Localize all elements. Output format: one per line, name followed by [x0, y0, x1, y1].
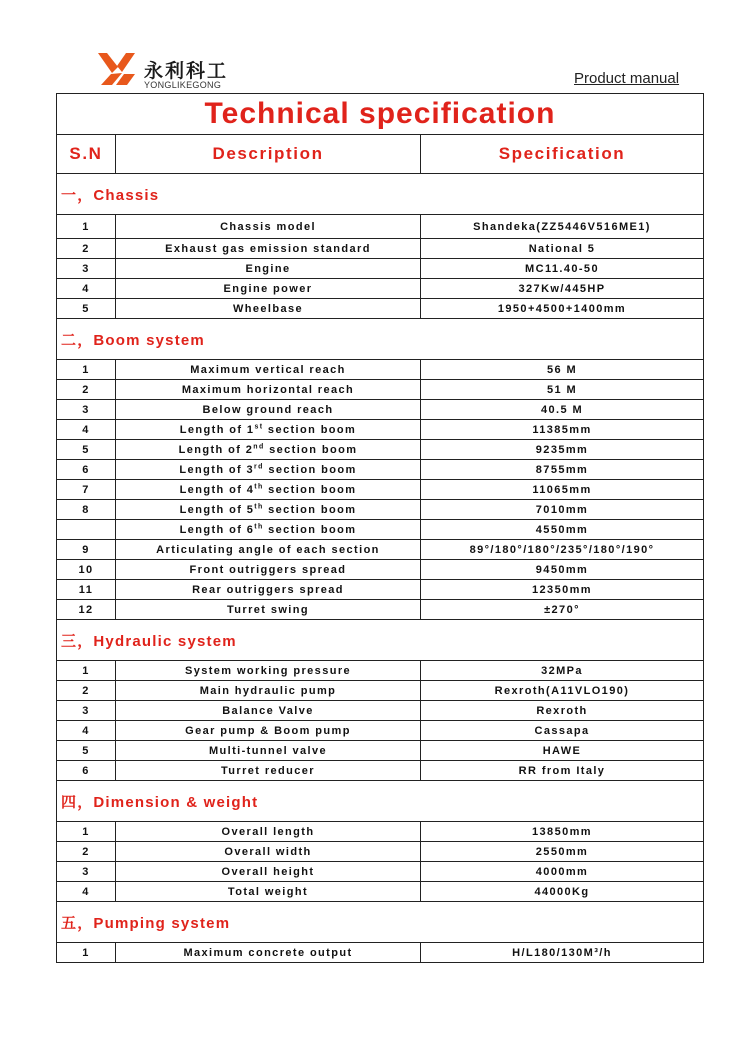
- row-sn: 3: [57, 259, 116, 279]
- table-row: [57, 520, 704, 540]
- table-row: [57, 661, 704, 681]
- row-description: Front outriggers spread: [116, 560, 421, 580]
- row-specification: 9235mm: [421, 440, 704, 460]
- row-specification: RR from Italy: [421, 761, 704, 781]
- ordinal-suffix: st: [254, 422, 264, 430]
- ordinal-suffix: nd: [253, 442, 265, 450]
- product-manual-label: Product manual: [574, 70, 680, 87]
- row-description: Engine: [116, 259, 421, 279]
- row-sn: 4: [57, 279, 116, 299]
- row-description: [116, 460, 421, 480]
- row-specification: HAWE: [421, 741, 704, 761]
- table-row: [57, 279, 704, 299]
- row-description: [116, 520, 421, 540]
- row-specification: Rexroth(A11VLO190): [421, 681, 704, 701]
- row-specification: 40.5 M: [421, 400, 704, 420]
- description-text: section boom: [264, 443, 358, 456]
- row-specification: 89°/180°/180°/235°/180°/190°: [421, 540, 704, 560]
- row-sn: 5: [57, 299, 116, 319]
- spec-sheet: [56, 93, 703, 963]
- table-row: [57, 299, 704, 319]
- table-row: [57, 701, 704, 721]
- page-header: [0, 0, 750, 92]
- description-text: section boom: [263, 523, 357, 536]
- page-title: Technical specification: [57, 94, 704, 135]
- row-sn: 1: [57, 943, 116, 963]
- description-text: Length of 2: [178, 443, 254, 456]
- row-description: Maximum horizontal reach: [116, 380, 421, 400]
- table-row: [57, 560, 704, 580]
- section-heading-hydraulic-system: 三，Hydraulic system: [57, 620, 704, 661]
- row-specification: Cassapa: [421, 721, 704, 741]
- row-sn: 2: [57, 681, 116, 701]
- row-specification: 51 M: [421, 380, 704, 400]
- description-text: section boom: [263, 463, 357, 476]
- description-text: section boom: [263, 423, 357, 436]
- table-row: [57, 500, 704, 520]
- row-description: Maximum vertical reach: [116, 360, 421, 380]
- row-sn: 6: [57, 460, 116, 480]
- description-text: Length of 1: [179, 423, 255, 436]
- row-sn: 6: [57, 761, 116, 781]
- row-specification: 44000Kg: [421, 882, 704, 902]
- row-specification: 9450mm: [421, 560, 704, 580]
- table-row: [57, 215, 704, 239]
- row-description: Engine power: [116, 279, 421, 299]
- row-specification: 32MPa: [421, 661, 704, 681]
- column-header-specification: Specification: [421, 135, 704, 174]
- table-row: [57, 420, 704, 440]
- table-row: [57, 360, 704, 380]
- ordinal-suffix: th: [254, 502, 264, 510]
- row-specification: National 5: [421, 239, 704, 259]
- row-description: [116, 480, 421, 500]
- row-description: Multi-tunnel valve: [116, 741, 421, 761]
- ordinal-suffix: rd: [254, 462, 264, 470]
- table-row: [57, 259, 704, 279]
- section-heading-pumping-system: 五，Pumping system: [57, 902, 704, 943]
- row-description: Maximum concrete output: [116, 943, 421, 963]
- row-description: Overall height: [116, 862, 421, 882]
- row-description: System working pressure: [116, 661, 421, 681]
- row-specification: H/L180/130M³/h: [421, 943, 704, 963]
- spec-table: [56, 93, 704, 963]
- row-sn: 2: [57, 380, 116, 400]
- section-heading-chassis: 一，Chassis: [57, 174, 704, 215]
- yonglikegong-logo-icon: [98, 53, 136, 85]
- logo-chinese-name: 永利科工: [144, 60, 229, 82]
- row-sn: 7: [57, 480, 116, 500]
- table-row: [57, 882, 704, 902]
- table-row: [57, 943, 704, 963]
- description-text: section boom: [263, 503, 357, 516]
- row-description: Wheelbase: [116, 299, 421, 319]
- row-description: Gear pump & Boom pump: [116, 721, 421, 741]
- row-sn: 4: [57, 721, 116, 741]
- row-sn: 11: [57, 580, 116, 600]
- section-heading-boom-system: 二，Boom system: [57, 319, 704, 360]
- description-text: Length of 4: [179, 483, 255, 496]
- table-row: [57, 400, 704, 420]
- row-specification: 56 M: [421, 360, 704, 380]
- row-description: Turret reducer: [116, 761, 421, 781]
- table-row: [57, 741, 704, 761]
- row-sn: 8: [57, 500, 116, 520]
- row-sn: 12: [57, 600, 116, 620]
- row-sn: 1: [57, 822, 116, 842]
- table-row: [57, 580, 704, 600]
- row-sn: 3: [57, 862, 116, 882]
- row-specification: 13850mm: [421, 822, 704, 842]
- table-row: [57, 681, 704, 701]
- row-sn: 3: [57, 701, 116, 721]
- description-text: Length of 5: [179, 503, 255, 516]
- description-text: section boom: [263, 483, 357, 496]
- table-row: [57, 460, 704, 480]
- table-row: [57, 862, 704, 882]
- table-row: [57, 380, 704, 400]
- row-sn: 2: [57, 842, 116, 862]
- row-specification: 8755mm: [421, 460, 704, 480]
- row-sn: 5: [57, 440, 116, 460]
- table-row: [57, 842, 704, 862]
- row-specification: 327Kw/445HP: [421, 279, 704, 299]
- description-text: Length of 6: [179, 523, 255, 536]
- row-description: Overall length: [116, 822, 421, 842]
- row-specification: ±270°: [421, 600, 704, 620]
- table-row: [57, 239, 704, 259]
- row-specification: 7010mm: [421, 500, 704, 520]
- row-description: [116, 500, 421, 520]
- row-specification: 2550mm: [421, 842, 704, 862]
- row-specification: Rexroth: [421, 701, 704, 721]
- row-description: Balance Valve: [116, 701, 421, 721]
- row-specification: 1950+4500+1400mm: [421, 299, 704, 319]
- column-header-sn: S.N: [57, 135, 116, 174]
- row-specification: 11065mm: [421, 480, 704, 500]
- table-row: [57, 761, 704, 781]
- row-specification: 4000mm: [421, 862, 704, 882]
- row-specification: 4550mm: [421, 520, 704, 540]
- row-sn: 3: [57, 400, 116, 420]
- row-description: [116, 440, 421, 460]
- row-specification: 11385mm: [421, 420, 704, 440]
- row-description: Exhaust gas emission standard: [116, 239, 421, 259]
- table-row: [57, 440, 704, 460]
- row-description: [116, 420, 421, 440]
- row-specification: 12350mm: [421, 580, 704, 600]
- row-description: Turret swing: [116, 600, 421, 620]
- row-sn: 1: [57, 661, 116, 681]
- row-sn: 9: [57, 540, 116, 560]
- row-sn: [57, 520, 116, 540]
- row-description: Main hydraulic pump: [116, 681, 421, 701]
- table-row: [57, 540, 704, 560]
- row-sn: 2: [57, 239, 116, 259]
- row-description: Below ground reach: [116, 400, 421, 420]
- row-sn: 4: [57, 420, 116, 440]
- table-row: [57, 721, 704, 741]
- table-row: [57, 822, 704, 842]
- row-specification: Shandeka(ZZ5446V516ME1): [421, 215, 704, 239]
- ordinal-suffix: th: [254, 482, 264, 490]
- description-text: Length of 3: [179, 463, 255, 476]
- row-sn: 1: [57, 215, 116, 239]
- row-sn: 10: [57, 560, 116, 580]
- table-header-row: [57, 135, 704, 174]
- row-sn: 4: [57, 882, 116, 902]
- section-heading-dimension-weight: 四，Dimension & weight: [57, 781, 704, 822]
- row-sn: 1: [57, 360, 116, 380]
- row-description: Chassis model: [116, 215, 421, 239]
- row-specification: MC11.40-50: [421, 259, 704, 279]
- row-description: Rear outriggers spread: [116, 580, 421, 600]
- column-header-description: Description: [116, 135, 421, 174]
- logo-english-name: YONGLIKEGONG: [144, 80, 222, 90]
- table-row: [57, 480, 704, 500]
- row-sn: 5: [57, 741, 116, 761]
- ordinal-suffix: th: [254, 522, 264, 530]
- row-description: Articulating angle of each section: [116, 540, 421, 560]
- table-row: [57, 600, 704, 620]
- row-description: Overall width: [116, 842, 421, 862]
- row-description: Total weight: [116, 882, 421, 902]
